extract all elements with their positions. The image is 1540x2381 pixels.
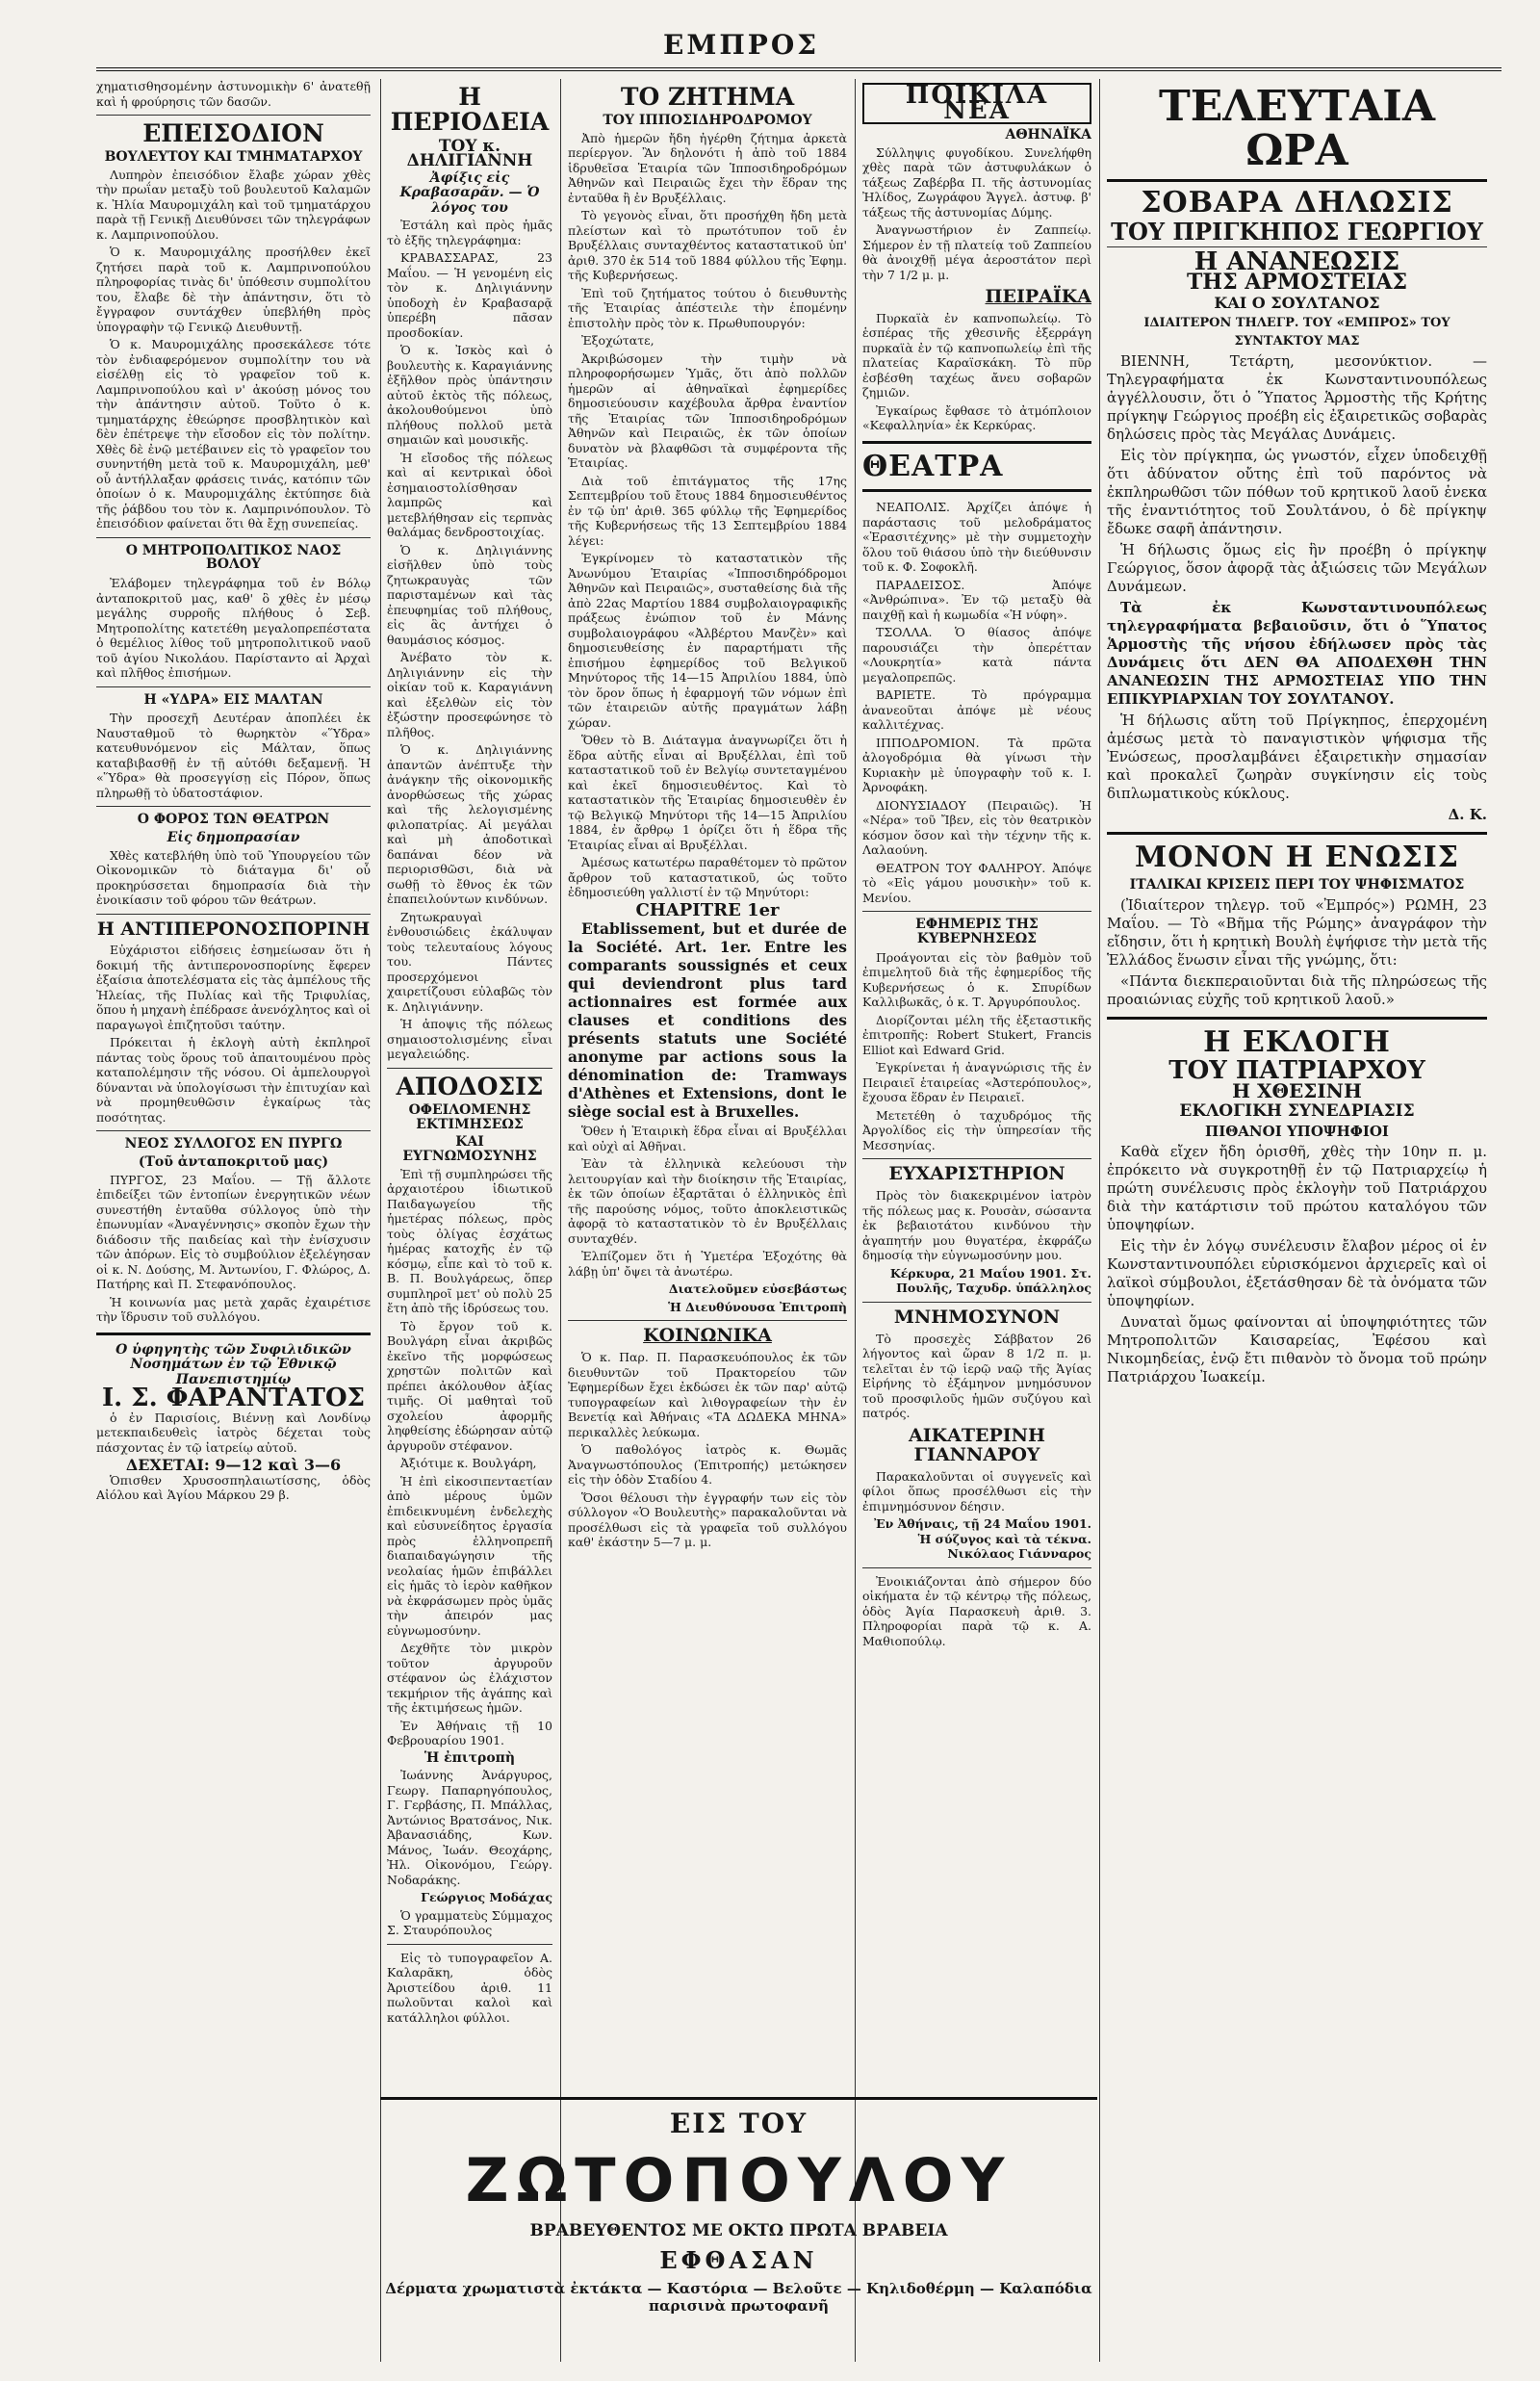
committee-label: Ἡ ἐπιτροπὴ (424, 1749, 516, 1766)
paragraph: (Ἰδιαίτερον τηλεγρ. τοῦ «Ἐμπρός») ΡΩΜΗ, 23 Μαΐου. — Τὸ «Βῆμα τῆς Ρώμης» ἀναγράφον τὴν εἴδησιν, ὅτι ἡ κρητικὴ Βουλὴ ἐψήφισε τὴν μετὰ τῆς Ἑλλάδος ἕνωσιν εἶναι τῆς γνώμης, ὅτι: (1107, 896, 1487, 970)
advert-title: Ο ὑφηγητὴς τῶν Συφιλιδικῶν Νοσημάτων ἐν τῷ Ἐθνικῷ Πανεπιστημίῳ (116, 1341, 351, 1387)
subheadline: ΑΘΗΝΑΪΚΑ (1005, 127, 1091, 142)
subheadline: ΒΟΥΛΕΥΤΟΥ ΚΑΙ ΤΜΗΜΑΤΑΡΧΟΥ (104, 149, 363, 166)
signature: Γεώργιος Μοδάχας (421, 1890, 552, 1905)
paragraph: Τὸ προσεχὲς Σάββατον 26 λήγοντος καὶ ὥραν 8 1/2 π. μ. τελεῖται ἐν τῷ ἱερῷ ναῷ τῆς Ἁγίας Εἰρήνης τὸ ἑξάμηνον μνημόσυνον τοῦ προσφιλοῦς ἡμῶν συζύγου καὶ πατρός. (862, 1331, 1091, 1421)
paragraph: Ἡ δήλωσις ὅμως εἰς ἣν προέβη ὁ πρίγκηψ Γεώργιος, ὅσον ἀφορᾷ τὰς ἀξιώσεις τῶν Μεγάλων Δυνάμεων. (1107, 540, 1487, 595)
paragraph: Ὅθεν τὸ Β. Διάταγμα ἀναγνωρίζει ὅτι ἡ ἕδρα αὐτῆς εἶναι αἱ Βρυξέλλαι, ἐπὶ τοῦ καταστατικοῦ τοῦ ἐν Βελγίῳ συντεταγμένου καὶ ἐκεῖ δημοσιευθέντος. Καὶ τὸ καταστατικὸν τῆς Ἑταιρίας δημοσιευθὲν ἐν τῷ Βελγικῷ Μηνύτορι τῆς 14—15 Ἀπριλίου 1884, ἐν ἄρθρῳ 1 ὁρίζει ὅτι ἡ ἕδρα τῆς Ἑταιρίας εἶναι αἱ Βρυξέλλαι. (568, 733, 847, 852)
column-4 (862, 79, 1091, 2082)
signature: Διατελοῦμεν εὐσεβάστως (668, 1281, 847, 1297)
french-text: Etablissement, but et durée de la Société. Art. 1er. Entre les comparants soussignés et ceux qui deviendront plus tard actionnaires est formée aux clauses et conditions des présents statuts une Société anonyme par actions sous la dénomination de: Tramways d'Athènes et Extensions, dont le siège social est à Bruxelles. (568, 919, 847, 1122)
paragraph: Ἀξιότιμε κ. Βουλγάρη, (400, 1456, 537, 1471)
paragraph: Χθὲς κατεβλήθη ὑπὸ τοῦ Ὑπουργείου τῶν Οἰκονομικῶν τὸ διάταγμα δι' οὗ προκηρύσσεται δημοπρασία διὰ τὴν ἐνοικίασιν τοῦ φόρου τῶν θεάτρων. (96, 847, 371, 907)
paragraph: Ἐλάβομεν τηλεγράφημα τοῦ ἐν Βόλῳ ἀνταποκριτοῦ μας, καθ' ὃ χθὲς ἐν μέσῳ μεγάλης συρροῆς πλήθους ὁ Σεβ. Μητροπολίτης κατετέθη μεγαλοπρεπέστατα ὁ θεμέλιος λίθος τοῦ μητροπολιτικοῦ ναοῦ τοῦ ἁγίου Νικολάου. Παρίσταντο αἱ Ἀρχαὶ καὶ πλῆθος ἐπισήμων. (96, 576, 371, 681)
signature: Ἡ Διευθύνουσα Ἐπιτροπὴ (668, 1299, 847, 1314)
paragraph: Τὴν προσεχῆ Δευτέραν ἀποπλέει ἐκ Ναυσταθμοῦ τὸ θωρηκτὸν «Ὕδρα» κατευθυνόμενον εἰς Μάλταν, ὅπως καταβιβασθῇ ἐν τῇ αὐτόθι δεξαμενῇ. Ἡ «Ὕδρα» θὰ προσεγγίσῃ εἰς Πόρον, ὅπως πληρωθῇ τὸ ὑδατοστάφιον. (96, 711, 371, 800)
subheadline: ΙΤΑΛΙΚΑΙ ΚΡΙΣΕΙΣ ΠΕΡΙ ΤΟΥ ΨΗΦΙΣΜΑΤΟΣ (1129, 877, 1465, 893)
headline: Ο ΦΟΡΟΣ ΤΩΝ ΘΕΑΤΡΩΝ (137, 812, 330, 828)
headline: ΕΠΕΙΣΟΔΙΟΝ (142, 119, 324, 147)
headline: Η «ΥΔΡΑ» ΕΙΣ ΜΑΛΤΑΝ (143, 691, 323, 708)
paragraph: Ἡ ἐπὶ εἰκοσιπενταετίαν ἀπὸ μέρους ὑμῶν ἐπιδεικνυμένη ἐνδελεχὴς καὶ εὐσυνείδητος ἐργασία πρὸς ἐλληνοπρεπῆ διαπαιδαγώγησιν τῆς νεολαίας ἡμῶν ἐπιβάλλει εἰς ἡμᾶς τὸ ἱερὸν καθῆκον νὰ ἐκφράσωμεν πρὸς ὑμᾶς τὴν ἀπειρόν μας εὐγνωμοσύνην. (387, 1473, 552, 1638)
column-rule (1099, 79, 1100, 2362)
subheadline: Εἰς δημοπρασίαν (167, 830, 300, 845)
paragraph: Τὸ ἔργον τοῦ κ. Βουλγάρη εἶναι ἀκριβῶς ἐκεῖνο τῆς μορφώσεως χρηστῶν πολιτῶν καὶ πρέπει ἀκόλουθον ἀξίας τιμῆς. Οἱ μαθηταὶ τοῦ σχολείου ἀφορμῆς ληφθείσης ἐδώρησαν αὐτῷ ἀργυροῦν στέφανον. (387, 1318, 552, 1453)
headline: ΑΙΚΑΤΕΡΙΝΗ ΓΙΑΝΝΑΡΟΥ (909, 1424, 1045, 1465)
divider (862, 1567, 1091, 1568)
divider (96, 1333, 371, 1335)
paragraph: Ἀνέβατο τὸν κ. Δηλιγιάννην εἰς τὴν οἰκίαν τοῦ κ. Καραγιάννη καὶ ἐξελθὼν εἰς τὸν ἐξώστην προσεφώνησε τὸ πλῆθος. (387, 650, 552, 739)
paragraph: Εἰς τὴν ἐν λόγῳ συνέλευσιν ἔλαβον μέρος οἱ ἐν Κωνσταντινουπόλει εὑρισκόμενοι ἀρχιερεῖς καὶ οἱ λαϊκοὶ σύμβουλοι, ἐξετάσθησαν δὲ τὰ ὀνόματα τῶν ὑποψηφίων. (1107, 1236, 1487, 1309)
subheadline: Η ΑΝΑΝΕΩΣΙΣ (1194, 246, 1400, 276)
subheadline: ΤΟΥ ΠΡΙΓΚΗΠΟΣ ΓΕΩΡΓΙΟΥ (1111, 217, 1483, 246)
paragraph: Δεχθῆτε τὸν μικρὸν τοῦτον ἀργυροῦν στέφανον ὡς ἐλάχιστον τεκμήριον τῆς ἀγάπης καὶ τῆς ἐκτιμήσεως ἡμῶν. (387, 1641, 552, 1716)
headline: ΑΠΟΔΟΣΙΣ (396, 1072, 544, 1100)
advert-hours: ΔΕΧΕΤΑΙ: 9—12 καὶ 3—6 (125, 1456, 342, 1475)
divider (862, 1302, 1091, 1303)
paragraph: Ὁ γραμματεὺς Σύμμαχος Σ. Σταυρόπουλος (387, 1907, 552, 1938)
divider (862, 489, 1091, 492)
banner-brand: ΖΩΤΟΠΟΥΛΟΥ (465, 2145, 1013, 2215)
paragraph: ΘΕΑΤΡΟΝ ΤΟΥ ΦΑΛΗΡΟΥ. Ἀπόψε τὸ «Εἰς γάμου μουσικὴν» τοῦ κ. Μενίου. (862, 860, 1091, 905)
signature: Κέρκυρα, 21 Μαΐου 1901. Στ. Πουλῆς, Ταχυδρ. ὑπάλληλος (889, 1265, 1091, 1296)
subheadline: ΠΙΘΑΝΟΙ ΥΠΟΨΗΦΙΟΙ (1205, 1122, 1389, 1140)
paragraph: Εἰς τὸν πρίγκηπα, ὡς γνωστόν, εἶχεν ὑποδειχθῇ ὅτι ἀδύνατον οὔτης ἐπὶ τοῦ παρόντος νὰ ἐκπληρωθῶσι τῶν πόθων τοῦ κρητικοῦ λαοῦ ἐνεκα τῆς ἐναντιότητος τοῦ Σουλτάνου, ὁ δὲ πρίγκηψ ἔδωκε σαφῆ ἀπάντησιν. (1107, 446, 1487, 537)
paragraph: Τὰ ἐκ Κωνσταντινουπόλεως τηλεγραφήματα βεβαιοῦσιν, ὅτι ὁ Ὕπατος Ἁρμοστὴς τῆς νήσου ἐδήλωσεν πρὸς τὰς Δυνάμεις ὅτι ΔΕΝ ΘΑ ΑΠΟΔΕΧΘΗ ΤΗΝ ΑΝΑΝΕΩΣΙΝ ΤΗΣ ΑΡΜΟΣΤΕΙΑΣ ΥΠΟ ΤΗΝ ΕΠΙΚΥΡΙΑΡΧΙΑΝ ΤΟΥ ΣΟΥΛΤΑΝΟΥ. (1107, 598, 1487, 708)
paragraph: Ἐνοικιάζονται ἀπὸ σήμερον δύο οἰκήματα ἐν τῷ κέντρῳ τῆς πόλεως, ὁδὸς Ἁγία Παρασκευὴ ἀριθ. 3. Πληροφορίαι παρὰ τῷ κ. Α. Μαθιοπούλῳ. (862, 1573, 1091, 1648)
column-1 (96, 79, 371, 2351)
column-rule (380, 79, 381, 2362)
paragraph: ὁ ἐν Παρισίοις, Βιέννῃ καὶ Λονδίνῳ μετεκπαιδευθεὶς ἰατρὸς δέχεται τοὺς πάσχοντας ἐν τῷ ἰατρείῳ αὐτοῦ. (96, 1410, 371, 1455)
headline: ΤΕΛΕΥΤΑΙΑ ΩΡΑ (1107, 85, 1487, 182)
paragraph: Ζητωκραυγαὶ ἐνθουσιώδεις ἐκάλυψαν τοὺς τελευταίους λόγους του. Πάντες προσερχόμενοι χαιρετίζουσι εὐλαβῶς τὸν κ. Δηλιγιάννην. (387, 909, 552, 1014)
paragraph: Ὅθεν ἡ Ἑταιρικὴ ἕδρα εἶναι αἱ Βρυξέλλαι καὶ οὐχὶ αἱ Ἀθῆναι. (568, 1124, 847, 1153)
divider (862, 911, 1091, 912)
divider (387, 1068, 552, 1069)
headline: Η ΑΝΤΙΠΕΡΟΝΟΣΠΟΡΙΝΗ (96, 918, 371, 940)
headline: ΜΝΗΜΟΣΥΝΟΝ (893, 1306, 1061, 1328)
subheadline: ΤΟΥ ΠΑΤΡΙΑΡΧΟΥ (1168, 1055, 1425, 1085)
paragraph: Ἡ εἴσοδος τῆς πόλεως καὶ αἱ κεντρικαὶ ὁδοὶ ἐσημαιοστολίσθησαν λαμπρῶς καὶ μετεβλήθησαν εἰς τερπνὰς θαλάμας δενδροστοιχίας. (387, 450, 552, 539)
paragraph: ΚΡΑΒΑΣΣΑΡΑΣ, 23 Μαΐου. — Ἡ γενομένη εἰς τὸν κ. Δηλιγιάννην ὑποδοχὴ ἐν Κραβασαρᾷ ὑπερέβη πᾶσαν προσδοκίαν. (387, 250, 552, 340)
headline: Η ΠΕΡΙΟΔΕΙΑ (390, 83, 550, 137)
paragraph: Ὅσοι θέλουσι τὴν ἐγγραφήν των εἰς τὸν σύλλογον «Ὁ Βουλευτὴς» παρακαλοῦνται νὰ προσέλθωσι εἰς τὰ γραφεῖα τοῦ συλλόγου καθ' ἑκάστην 5—7 μ. μ. (568, 1489, 847, 1550)
banner-lead: ΕΙΣ ΤΟΥ (669, 2108, 808, 2139)
lead-text: χηματισθησομένην ἀστυνομικὴν 6' ἀνατεθῇ καὶ ἡ φρούρησις τῶν δασῶν. (96, 79, 371, 109)
paragraph: Ἐστάλη καὶ πρὸς ἡμᾶς τὸ ἐξῆς τηλεγράφημα: (387, 218, 552, 247)
chapter-heading: CHAPITRE 1er (635, 899, 780, 920)
paragraph: Ὁ κ. Μαυρομιχάλης προσεκάλεσε τότε τὸν ἐνδιαφερόμενον συμπολίτην του νὰ εἰσέλθῃ εἰς τὸ γραφεῖον τοῦ κ. Λαμπρινοπούλου καὶ ν' ἀκούσῃ μόνος του τὴν ἀπάντησιν αὐτοῦ. Τοῦτο ὁ κ. τμηματάρχης ἐθεώρησε προσβλητικὸν καὶ δὲν ἐπέτρεψε τὴν εἴσοδον εἰς τὸν πολίτην. Χθὲς δὲ ἐνῷ μετέβαινεν εἰς τὸ γραφεῖον του συνηντήθη μετὰ τοῦ κ. Μαυρομιχάλη, μεθ' οὗ ἀντήλλαξαν φράσεις τινάς, κατόπιν τῶν ὁποίων ὁ κ. Μαυρομιχάλης ἐκτύπησε διὰ τῆς ῥάβδου του τὸν κ. Λαμπρινόπουλον. Τὸ ἐπεισόδιον φαίνεται ὅτι θὰ ἔχῃ συνεπείας. (96, 337, 371, 531)
subheadline: Η ΧΘΕΣΙΝΗ (1232, 1078, 1362, 1102)
advertisement-banner (380, 2089, 1097, 2340)
banner-tagline: ΒΡΑΒΕΥΘΕΝΤΟΣ ΜΕ ΟΚΤΩ ΠΡΩΤΑ ΒΡΑΒΕΙΑ (529, 2221, 948, 2240)
divider (96, 806, 371, 807)
headline: ΘΕΑΤΡΑ (862, 449, 1004, 483)
paragraph: Καθὰ εἴχεν ἤδη ὁρισθῆ, χθὲς τὴν 10ην π. μ. ἐπρόκειτο νὰ συγκροτηθῇ ἐν τῷ Πατριαρχείῳ ἡ πρώτη συνέλευσις πρὸς ἐκλογὴν τοῦ Πατριάρχου διὰ τὴν κατάρτισιν τοῦ πρώτου καταλόγου τῶν ὑποψηφίων. (1107, 1142, 1487, 1233)
paragraph: Ἐγκρίνεται ἡ ἀναγνώρισις τῆς ἐν Πειραιεῖ ἑταιρείας «Ἀστερόπουλος», ἔχουσα ἕδραν ἐν Πειραιεῖ. (862, 1060, 1091, 1105)
divider (568, 1320, 847, 1321)
subheadline: ΟΦΕΙΛΟΜΕΝΗΣ ΕΚΤΙΜΗΣΕΩΣ (408, 1101, 531, 1133)
headline: ΜΟΝΟΝ Η ΕΝΩΣΙΣ (1135, 840, 1459, 874)
paragraph: ΤΣΟΛΛΑ. Ὁ θίασος ἀπόψε παρουσιάζει τὴν ὀπερέτταν «Λουκρητία» κατὰ πάντα μεγαλοπρεπῶς. (862, 625, 1091, 685)
masthead: ΕΜΠΡΟΣ (662, 29, 820, 61)
headline: Η ΕΚΛΟΓΗ (1203, 1025, 1391, 1060)
divider (96, 537, 371, 538)
banner-products: Δέρματα χρωματιστὰ ἐκτάκτα — Καστόρια — Βελοῦτε — Κηλιδοθέρμη — Καλαπόδια παρισινὰ πρωτοφανῆ (385, 2280, 1092, 2315)
paragraph: Ἐγκρίνομεν τὸ καταστατικὸν τῆς Ἀνωνύμου Ἑταιρίας «Ἱπποσιδηρόδρομοι Ἀθηνῶν καὶ Πειραιῶς», συσταθείσης διὰ τῆς ἀπὸ 22ας Μαρτίου 1884 συμβολαιογραφικῆς πράξεως ἐνώπιον τοῦ ἐν Μάνης συμβολαιογράφου «Ἀλβέρτου Μανζὲν» καὶ δημοσιευθείσης ἐν παραρτήματι τῆς ἐπισήμου ἐφημερίδος τοῦ Βελγικοῦ Μηνύτορος τῆς 14—15 Ἀπριλίου 1884, ὑπὸ τὸν ὅρον ὅπως ἡ ἐφαρμογή τῶν νόμων ἐπὶ τῶν ἑταιρειῶν αὐτῆς πραγμάτων λάβῃ χώραν. (568, 551, 847, 730)
paragraph: Διὰ τοῦ ἐπιτάγματος τῆς 17ης Σεπτεμβρίου τοῦ ἔτους 1884 δημοσιευθέντος ἐν τῷ ὑπ' ἀριθ. 365 φύλλῳ τῆς Ἐφημερίδος τῆς Κυβερνήσεως τῆς 13 Σεπτεμβρίου 1884 λέγει: (568, 473, 847, 548)
kicker: ΙΔΙΑΙΤΕΡΟΝ ΤΗΛΕΓΡ. ΤΟΥ «ΕΜΠΡΟΣ» ΤΟΥ ΣΥΝΤΑΚΤΟΥ ΜΑΣ (1143, 315, 1450, 349)
paragraph: Εἰς τὸ τυπογραφεῖον Α. Καλαρᾶκη, ὁδὸς Ἀριστείδου ἀριθ. 11 πωλοῦνται καλοὶ καὶ κατάλληλοι φύλλοι. (387, 1950, 552, 2025)
paragraph: Ὁ κ. Παρ. Π. Παρασκευόπουλος ἐκ τῶν διευθυντῶν τοῦ Πρακτορείου τῶν Ἐφημερίδων ἔχει ἐκδώσει ἐκ τῶν παρ' αὐτῷ τυπογραφείων καὶ λιθογραφείων τὴν ἐν Βενετίᾳ καὶ Ἀθήναις «ΤΑ ΔΩΔΕΚΑ ΜΗΝΑ» περικαλλὲς λεύκωμα. (568, 1350, 847, 1439)
paragraph: ΔΙΟΝΥΣΙΑΔΟΥ (Πειραιῶς). Ἡ «Νέρα» τοῦ Ἴβεν, εἰς τὸν θεατρικὸν κόσμον ὅσον καὶ τὴν τέχνην τῆς κ. Λαλαούνη. (862, 797, 1091, 858)
subheadline: (Τοῦ ἀνταποκριτοῦ μας) (138, 1154, 329, 1171)
headline: ΕΦΗΜΕΡΙΣ ΤΗΣ ΚΥΒΕΡΝΗΣΕΩΣ (915, 917, 1039, 947)
headline: ΕΥΧΑΡΙΣΤΗΡΙΟΝ (888, 1163, 1065, 1185)
headline: ΣΟΒΑΡΑ ΔΗΛΩΣΙΣ (1141, 186, 1453, 220)
paragraph: Ἡ κοινωνία μας μετὰ χαρᾶς ἐχαιρέτισε τὴν ἵδρυσιν τοῦ συλλόγου. (96, 1294, 371, 1325)
paragraph: Ὁ κ. Δηλιγιάννης εἰσῆλθεν ὑπὸ τοὺς ζητωκραυγὰς τῶν παρισταμένων καὶ τὰς ἐπευφημίας τοῦ πλήθους, εἰς ἃς ἀντήχει ὁ θαυμάσιος κόσμος. (387, 542, 552, 647)
divider (96, 1130, 371, 1131)
column-rule (855, 79, 856, 2362)
signature: Ἐν Ἀθήναις, τῇ 24 Μαΐου 1901. Ἡ σύζυγος καὶ τὰ τέκνα. Νικόλαος Γιάνναρος (874, 1516, 1091, 1562)
paragraph: Μετετέθη ὁ ταχυδρόμος τῆς Ἀργολίδος εἰς τὴν ὑπηρεσίαν τῆς Μεσσηνίας. (862, 1107, 1091, 1152)
paragraph: Παρακαλοῦνται οἱ συγγενεῖς καὶ φίλοι ὅπως προσέλθωσι εἰς τὴν ἐπιμνημόσυνον δέησιν. (862, 1468, 1091, 1514)
paragraph: Ἡ δήλωσις αὕτη τοῦ Πρίγκηπος, ἐπερχομένη ἀμέσως μετὰ τὸ παναγιστικὸν ψήφισμα τῆς Ἐνώσεως, προσλαμβάνει ἐξαιρετικὴν σημασίαν καὶ προκαλεῖ ζωηρὰν συγκίνησιν εἰς τοὺς διπλωματικοὺς κύκλους. (1107, 711, 1487, 802)
column-5 (1107, 79, 1487, 2351)
paragraph: Ἐξοχώτατε, (581, 333, 654, 349)
headline: Ο ΜΗΤΡΟΠΟΛΙΤΙΚΟΣ ΝΑΟΣ ΒΟΛΟΥ (125, 542, 342, 573)
paragraph: Ὁ κ. Μαυρομιχάλης προσήλθεν ἐκεῖ ζητήσει παρὰ τοῦ κ. Λαμπρινοπούλου πληροφορίας τινὰς δι' ὑπόθεσιν συμπολίτου του, ἔλαβε δὲ τὴν ἀπάντησιν, ὅτι τὸ ἔγγραφον συντάχθεν ὑπεβλήθη πρὸς ὑπογραφὴν τῷ Γενικῷ Διευθυντῇ. (96, 245, 371, 334)
paragraph: Ἐπὶ τῇ συμπληρώσει τῆς ἀρχαιοτέρου ἰδιωτικοῦ Παιδαγωγείου τῆς ἡμετέρας πόλεως, πρὸς τοὺς ὀλίγας ἐσχάτως ἡμέρας κατοχῆς ἐν τῷ κόσμῳ, εἶπε καὶ τὸ τοῦ κ. Β. Π. Βουλγάρεως, ὅπερ συμπληροῖ μετ' οὐ πολὺ 25 ἔτη ἀπὸ τῆς ἱδρύσεως του. (387, 1166, 552, 1316)
divider (1107, 1017, 1487, 1020)
divider (862, 441, 1091, 444)
masthead-rule (96, 67, 1502, 71)
subheadline: ΤΗΣ ΑΡΜΟΣΤΕΙΑΣ (1186, 269, 1408, 295)
paragraph: Λυπηρὸν ἐπεισόδιον ἔλαβε χώραν χθὲς τὴν πρωΐαν μεταξὺ τοῦ βουλευτοῦ Καλαμῶν κ. Ἠλία Μαυρομιχάλη καὶ τοῦ τμηματάρχου παρὰ τῇ Γενικῇ Διευθύνσει τῶν τηλεγράφων κ. Λαμπρινοπούλου. (96, 167, 371, 242)
paragraph: Πυρκαϊὰ ἐν καπνοπωλείῳ. Τὸ ἑσπέρας τῆς χθεσινῆς ἐξερράγη πυρκαϊὰ ἐν τῷ καπνοπωλείῳ ἐπὶ τῆς πλατείας Καραϊσκάκη. Τὸ πῦρ ἐσβέσθη ταχέως ἄνευ σοβαρῶν ζημιῶν. (862, 310, 1091, 401)
paragraph: Σύλληψις φυγοδίκου. Συνελήφθη χθὲς παρὰ τῶν ἀστυφυλάκων ὁ τάξεως Ζαβέρβα Π. τῆς ἀστυνομίας Ἠλίδος, Ζωγράφου Ἄγγελ. ἀστυφ. β' τάξεως τῆς ἀστυνομίας Δύμης. (862, 144, 1091, 220)
divider (380, 2097, 1097, 2100)
paragraph: Ἐν Ἀθήναις τῇ 10 Φεβρουαρίου 1901. (387, 1718, 552, 1748)
paragraph: Εὐχάριστοι εἰδήσεις ἐσημείωσαν ὅτι ἡ δοκιμή τῆς ἀντιπερονοσπορίνης ἔφερεν ἐξαίσια ἀποτελέσματα εἰς τὰς ἀμπέλους τῆς Ἠλείας, τῆς Πυλίας καὶ τῆς Τριφυλίας, ὅπου ἡ μηχανὴ ἐπέδρασε ἀνενόχλητος καὶ οἱ παραγωγοὶ ἐπιζητοῦσι ταύτην. (96, 943, 371, 1032)
paragraph: Ἀναγνωστήριον ἐν Ζαππείῳ. Σήμερον ἐν τῇ πλατείᾳ τοῦ Ζαππείου θὰ ἀνοιχθῇ μέγα ἀεροστάτον περὶ τὴν 7 1/2 μ. μ. (862, 222, 1091, 282)
paragraph: Ἰωάννης Ἀνάργυρος, Γεωργ. Παπαρηγόπουλος, Γ. Γερβάσης, Π. Μπάλλας, Ἀντώνιος Βρατσάνος, Νικ. Ἀβανασιάδης, Κων. Μάνος, Ἰωάν. Θεοχάρης, Ἠλ. Οἰκονόμου, Γεώργ. Νοδαράκης. (387, 1768, 552, 1887)
section-title: ΠΟΙΚΙΛΑ ΝΕΑ (862, 83, 1091, 124)
paragraph: Ἡ ἀποψις τῆς πόλεως σημαιοστολισμένης εἶναι μεγαλειώδης. (387, 1017, 552, 1061)
paragraph: Δυναταὶ ὅμως φαίνονται αἱ ὑποψηφιότητες τῶν Μητροπολιτῶν Καισαρείας, Ἐφέσου καὶ Νικομηδείας, ἐνῷ ἔτι πιθανὸν τὸ ὄνομα τοῦ πρώην Πατριάρχου Ἰωακείμ. (1107, 1312, 1487, 1385)
kicker: Ἀφίξις εἰς Κραβασαρᾶν. — Ὁ λόγος του (399, 169, 540, 216)
subheadline: ΤΟΥ κ. ΔΗΛΙΓΙΑΝΝΗ (406, 136, 533, 170)
divider (96, 914, 371, 915)
divider (96, 686, 371, 687)
paragraph: Ὁπισθεν Χρυσοσπηλαιωτίσσης, ὁδὸς Αἰόλου καὶ Ἁγίου Μάρκου 29 β. (96, 1472, 371, 1503)
paragraph: Ὁ κ. Ἰσκὸς καὶ ὁ βουλευτὴς κ. Καραγιάννης ἐξῆλθον πρὸς ὑπάντησιν αὐτοῦ ἐκτὸς τῆς πόλεως, ἀκολουθούμενοι ὑπὸ πλήθους πολλοῦ μετὰ σημαιῶν καὶ μουσικῆς. (387, 343, 552, 447)
column-2 (387, 79, 552, 2062)
paragraph: «Πάντα διεκπεραιοῦνται διὰ τῆς πληρώσεως τῆς προαιώνιας εὐχῆς τοῦ κρητικοῦ λαοῦ.» (1107, 972, 1487, 1009)
paragraph: Πρόκειται ἡ ἐκλογὴ αὐτὴ ἐκπληροῖ πάντας τοὺς ὅρους τοῦ ἀπαιτουμένου πρὸς καταπολέμησιν τῆς νόσου. Οἱ ἀμπελουργοὶ δύνανται νὰ ὑπολογίσωσι τὴν ἐπιτυχίαν καὶ νὰ προμηθευθῶσιν ἐγκαίρως τὰς ποσότητας. (96, 1035, 371, 1125)
banner-arrived: ΕΦΘΑΣΑΝ (659, 2246, 818, 2274)
headline: ΚΟΙΝΩΝΙΚΑ (643, 1325, 772, 1347)
signature: Δ. Κ. (1448, 805, 1487, 823)
paragraph: Τὸ γεγονὸς εἶναι, ὅτι προσήχθη ἤδη μετὰ πλείστων καὶ τὸ πρωτότυπον τοῦ ἐν Βρυξέλλαις συνταχθέντος καταστατικοῦ ὑπ' ἀριθ. 370 ἐκ 514 τοῦ 1884 φύλλου τῆς Ἐφημ. τῆς Κυβερνήσεως. (568, 208, 847, 283)
paragraph: Ἐγκαίρως ἔφθασε τὸ ἀτμόπλοιον «Κεφαλληνία» ἐκ Κερκύρας. (862, 402, 1091, 433)
divider (96, 115, 371, 116)
divider (387, 1944, 552, 1945)
paragraph: ΠΥΡΓΟΣ, 23 Μαΐου. — Τῇ ἄλλοτε ἐπιδείξει τῶν ἐντοπίων ἐνεργητικῶν νέων συνεστήθη ἐνταῦθα σύλλογος ὑπὸ τὴν ἐπωνυμίαν «Ἀναγέννησις» σκοπὸν ἔχων τὴν διάδοσιν τῆς παιδείας καὶ τὴν ἐνίσχυσιν τῶν ἀπόρων. Εἰς τὸ συμβούλιον ἐξελέγησαν οἱ κ. Ν. Δούσης, Μ. Ἀντωνίου, Γ. Φλώρος, Δ. Πατήρης καὶ Π. Στεφανόπουλος. (96, 1172, 371, 1292)
subheadline: ΤΟΥ ΙΠΠΟΣΙΔΗΡΟΔΡΟΜΟΥ (603, 113, 812, 129)
subheadline: ΚΑΙ Ο ΣΟΥΛΤΑΝΟΣ (1214, 293, 1380, 312)
headline: ΝΕΟΣ ΣΥΛΛΟΓΟΣ ΕΝ ΠΥΡΓΩ (124, 1136, 343, 1152)
paragraph: Ὁ κ. Δηλιγιάννης ἀπαντῶν ἀνέπτυξε τὴν ἀνάγκην τῆς οἰκονομικῆς ἀνορθώσεως τῆς χώρας καὶ τῆς λελογισμένης φιλοπατρίας. Αἱ μεγάλαι καὶ μὴ ἀποδοτικαὶ δαπάναι δέον νὰ περιορισθῶσι, διὰ νὰ σωθῇ τὸ ἔθνος ἐκ τῶν ἐπαπειλούντων κινδύνων. (387, 742, 552, 906)
paragraph: Ἀπὸ ἡμερῶν ἤδη ἠγέρθη ζήτημα ἀρκετὰ περίεργον. Ἂν δηλονότι ἡ ἀπὸ τοῦ 1884 ἱδρυθεῖσα Ἑταιρία τῶν Ἱπποσιδηροδρόμων Ἀθηνῶν καὶ Πειραιῶς ἔχει τὴν ἕδραν της ἐνταῦθα ἢ ἐν Βρυξέλλαις. (568, 130, 847, 205)
paragraph: Ἀκριβώσομεν τὴν τιμὴν νὰ πληροφορήσωμεν Ὑμᾶς, ὅτι ἀπὸ πολλῶν ἡμερῶν αἱ ἀθηναϊκαὶ ἐφημερίδες δημοσιεύουσιν καχέβουλα ἄρθρα ἐναντίον τῆς Ἑταιρίας τῶν Ἱπποσιδηροδρόμων Ἀθηνῶν καὶ Πειραιῶς, ἐκ τῶν ὁποίων δυνατὸν νὰ βλαφθῶσι τὰ συμφέροντα τῆς Ἑταιρίας. (568, 350, 847, 471)
paragraph: ΙΠΠΟΔΡΟΜΙΟΝ. Τὰ πρῶτα ἀλογοδρόμια θὰ γίνωσι τὴν Κυριακὴν μὲ ὑπογραφὴν τοῦ κ. Ι. Ἀρνοφάκη. (862, 735, 1091, 795)
paragraph: ΒΑΡΙΕΤΕ. Τὸ πρόγραμμα ἀνανεοῦται ἀπόψε μὲ νέους καλλιτέχνας. (862, 687, 1091, 733)
paragraph: Πρὸς τὸν διακεκριμένον ἰατρὸν τῆς πόλεως μας κ. Ρουσὰν, σώσαντα ἐκ βεβαιοτάτου κινδύνου τὴν ἀγαπητήν μου θυγατέρα, ἐκφράζω δημοσίᾳ τὴν εὐγνωμοσύνην μου. (862, 1188, 1091, 1263)
subheadline: ΚΑΙ ΕΥΓΝΩΜΟΣΥΝΗΣ (402, 1133, 537, 1165)
divider (1107, 832, 1487, 835)
headline: ΤΟ ΖΗΤΗΜΑ (620, 83, 795, 111)
paragraph: Ἀμέσως κατωτέρω παραθέτομεν τὸ πρῶτον ἄρθρον τοῦ καταστατικοῦ, ὡς τοῦτο ἐδημοσιεύθη γαλλιστί ἐν τῷ Μηνύτορι: (568, 855, 847, 900)
divider (862, 1158, 1091, 1159)
paragraph: Προάγονται εἰς τὸν βαθμὸν τοῦ ἐπιμελητοῦ διὰ τῆς ἐφημερίδος τῆς Κυβερνήσεως ὁ κ. Σπυρίδων Καλλιβωκᾶς, ὁ κ. Τ. Ἀργυρόπουλος. (862, 949, 1091, 1010)
paragraph: Ὁ παθολόγος ἰατρὸς κ. Θωμᾶς Ἀναγνωστόπουλος (Ἐπιτροπής) μετώκησεν εἰς τὴν ὁδὸν Σταδίου 4. (568, 1442, 847, 1488)
column-rule (560, 79, 561, 2362)
headline: ΠΕΙΡΑΪΚΑ (985, 286, 1091, 307)
paragraph: ΠΑΡΑΔΕΙΣΟΣ. Ἀπόψε «Ἀνθρώπινα». Ἐν τῷ μεταξὺ θὰ παιχθῇ καὶ ἡ κωμωδία «Ἡ νύφη». (862, 577, 1091, 622)
column-3 (568, 79, 847, 2082)
paragraph: Διορίζονται μέλη τῆς ἐξεταστικῆς ἐπιτροπῆς: Robert Stukert, Francis Elliot καὶ Edward Grid. (862, 1012, 1091, 1057)
paragraph: ΝΕΑΠΟΛΙΣ. Ἀρχίζει ἀπόψε ἡ παράστασις τοῦ μελοδράματος «Ἐρασιτέχνης» μὲ τὴν συμμετοχὴν ὅλου τοῦ θιάσου ὑπὸ τὴν διεύθυνσιν τοῦ κ. Φ. Σοφοκλῆ. (862, 500, 1091, 575)
paragraph: Ἐπὶ τοῦ ζητήματος τούτου ὁ διευθυντὴς τῆς Ἑταιρίας ἀπέστειλε τὴν ἑπομένην ἐπιστολὴν πρὸς τὸν κ. Πρωθυπουργόν: (568, 285, 847, 330)
paragraph: Ἐλπίζομεν ὅτι ἡ Ὑμετέρα Ἐξοχότης θὰ λάβῃ ὑπ' ὄψει τὰ ἀνωτέρω. (568, 1249, 847, 1279)
paragraph: Ἐὰν τὰ ἑλληνικὰ κελεύουσι τὴν λειτουργίαν καὶ τὴν διοίκησιν τῆς Ἑταιρίας, ἐκ τῶν ὁποίων ἐξαρτᾶται ὁ ἑλληνικὸς ἐπὶ τῆς παρούσης νόμος, τοῦτο ἀποκλειστικῶς ἀφορᾷ τὸ καταστατικὸν τὸ ἐν Βρυξέλλαις συνταχθέν. (568, 1156, 847, 1246)
subheadline: ΕΚΛΟΓΙΚΗ ΣΥΝΕΔΡΙΑΣΙΣ (1179, 1100, 1415, 1121)
advert-name: Ι. Σ. ΦΑΡΑΝΤΑΤΟΣ (102, 1384, 365, 1413)
paragraph: ΒΙΕΝΝΗ, Τετάρτη, μεσονύκτιον. — Τηλεγραφήματα ἐκ Κωνσταντινουπόλεως ἀγγέλλουσιν, ὅτι ὁ Ὕπατος Ἁρμοστὴς τῆς Κρήτης πρίγκηψ Γεώργιος προέβη εἰς ἐξαιρετικῶς σοβαρὰς δηλώσεις πρὸς τὰς Μεγάλας Δυνάμεις. (1107, 351, 1487, 443)
